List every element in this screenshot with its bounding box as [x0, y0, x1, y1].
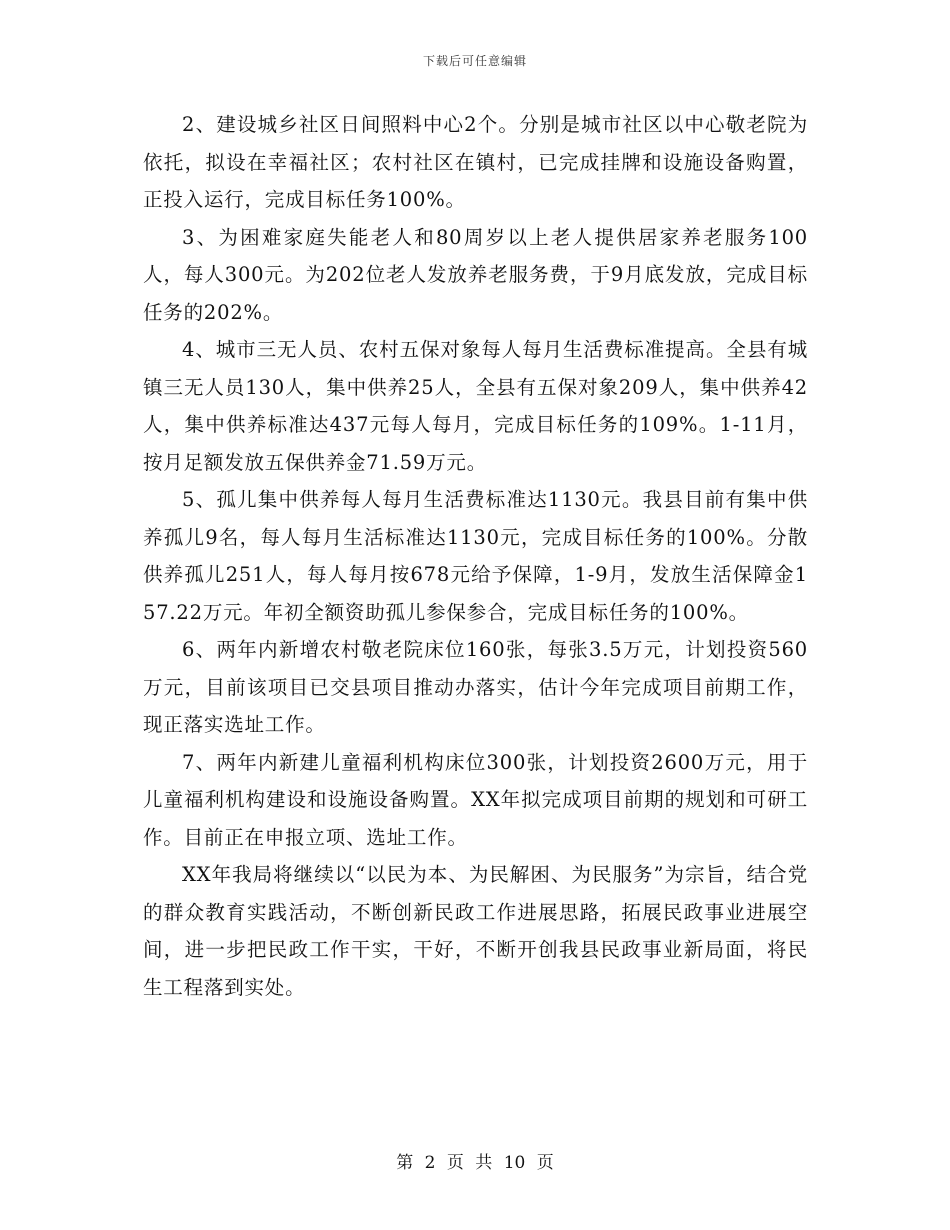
page-number-footer: 第 2 页 共 10 页 [396, 1153, 554, 1173]
document-body [143, 106, 808, 1006]
paragraph: 2、建设城乡社区日间照料中心2个。分别是城市社区以中心敬老院为依托，拟设在幸福社区；农村社区在镇村，已完成挂牌和设施设备购置，正投入运行，完成目标任务100%。 [143, 113, 808, 211]
page-header: 下载后可任意编辑 [422, 54, 527, 68]
paragraph: XX年我局将继续以“以民为本、为民解困、为民服务”为宗旨，结合党的群众教育实践活动，不断创新民政工作进展思路，拓展民政事业进展空间，进一步把民政工作干实，干好，不断开创我县民政事业新局面，将民生工程落到实处。 [143, 863, 808, 999]
paragraph: 4、城市三无人员、农村五保对象每人每月生活费标准提高。全县有城镇三无人员130人，集中供养25人，全县有五保对象209人，集中供养42人，集中供养标准达437元每人每月，完成目标任务的109%。1-11月，按月足额发放五保供养金71.59万元。 [143, 338, 808, 474]
paragraph: 7、两年内新建儿童福利机构床位300张，计划投资2600万元，用于儿童福利机构建设和设施设备购置。XX年拟完成项目前期的规划和可研工作。目前正在申报立项、选址工作。 [143, 750, 808, 849]
paragraph: 6、两年内新增农村敬老院床位160张，每张3.5万元，计划投资560万元，目前该项目已交县项目推动办落实，估计今年完成项目前期工作，现正落实选址工作。 [143, 638, 808, 736]
paragraph: 5、孤儿集中供养每人每月生活费标准达1130元。我县目前有集中供养孤儿9名，每人每月生活标准达1130元，完成目标任务的100%。分散供养孤儿251人，每人每月按678元给予保障，1-9月，发放生活保障金157.22万元。年初全额资助孤儿参保参合，完成目标任务的100%。 [143, 488, 808, 624]
paragraph: 3、为困难家庭失能老人和80周岁以上老人提供居家养老服务100人，每人300元。为202位老人发放养老服务费，于9月底发放，完成目标任务的202%。 [143, 225, 808, 324]
